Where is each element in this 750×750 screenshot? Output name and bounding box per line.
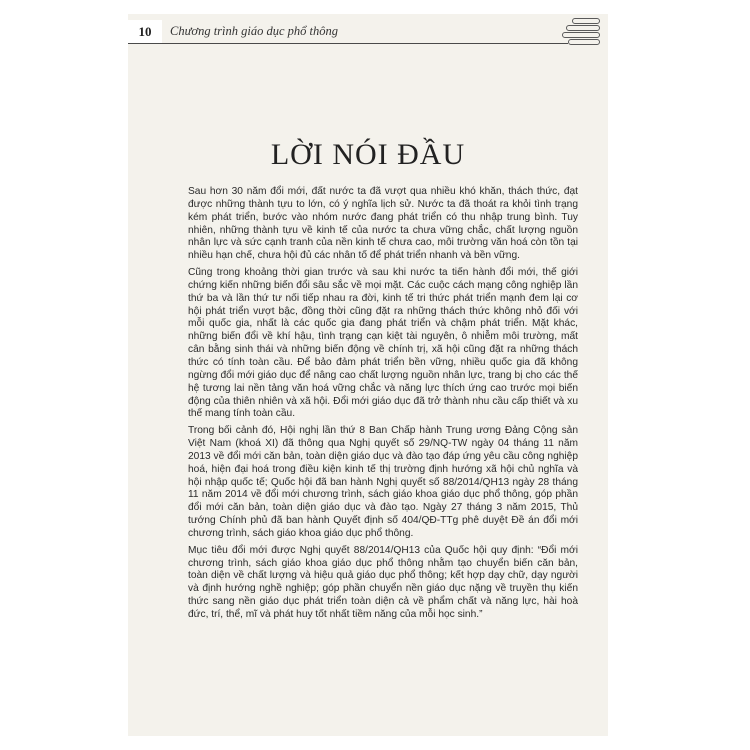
body-text: [188, 186, 578, 626]
header-divider: [128, 43, 568, 44]
paragraph: Sau hơn 30 năm đổi mới, đất nước ta đã vượt qua nhiều khó khăn, thách thức, đạt được những thành tựu to lớn, có ý nghĩa lịch sử. Nước ta đã thoát ra khỏi tình trạng kém phát triển, bước vào nhóm nước đang phát triển có thu nhập trung bình. Tuy nhiên, những thành tựu về kinh tế của nước ta chưa vững chắc, chất lượng nguồn nhân lực và sức cạnh tranh của nền kinh tế chưa cao, môi trường văn hoá còn tồn tại nhiều hạn chế, chưa hội đủ các nhân tố để phát triển nhanh và bền vững.: [188, 186, 578, 262]
page-title: LỜI NÓI ĐẦU: [270, 138, 466, 171]
paragraph: Cũng trong khoảng thời gian trước và sau khi nước ta tiến hành đổi mới, thế giới chứng kiến những biến đổi sâu sắc về mọi mặt. Các cuộc cách mạng công nghiệp lần thứ ba và lần thứ tư nối tiếp nhau ra đời, kinh tế tri thức phát triển mạnh đem lại cơ hội phát triển vượt bậc, đồng thời cũng đặt ra những thách thức không nhỏ đối với mỗi quốc gia, nhất là các quốc gia đang phát triển và chậm phát triển. Mặt khác, những biến đổi về khí hậu, tình trạng cạn kiệt tài nguyên, ô nhiễm môi trường, mất cân bằng sinh thái và những biến động về chính trị, xã hội cũng đặt ra những thách thức có tính toàn cầu. Để bảo đảm phát triển bền vững, nhiều quốc gia đã không ngừng đổi mới giáo dục để nâng cao chất lượng nguồn nhân lực, trang bị cho các thế hệ tương lai nền tảng văn hoá vững chắc và năng lực thích ứng cao trước mọi biến động của thiên nhiên và xã hội. Đổi mới giáo dục đã trở thành nhu cầu cấp thiết và xu thế mang tính toàn cầu.: [188, 267, 578, 420]
page-header: [128, 18, 608, 46]
running-title: Chương trình giáo dục phổ thông: [170, 24, 339, 38]
paragraph: Mục tiêu đổi mới được Nghị quyết 88/2014/QH13 của Quốc hội quy định: “Đổi mới chương trình, sách giáo khoa giáo dục phổ thông nhằm tạo chuyển biến căn bản, toàn diện về chất lượng và hiệu quả giáo dục phổ thông; kết hợp dạy chữ, dạy người và định hướng nghề nghiệp; góp phần chuyển nền giáo dục nặng về truyền thụ kiến thức sang nền giáo dục phát triển toàn diện cả về phẩm chất và năng lực, hài hoà đức, trí, thể, mĩ và phát huy tốt nhất tiềm năng của mỗi học sinh.”: [188, 544, 578, 620]
paragraph: Trong bối cảnh đó, Hội nghị lần thứ 8 Ban Chấp hành Trung ương Đảng Cộng sản Việt Nam (khoá XI) đã thông qua Nghị quyết số 29/NQ-TW ngày 04 tháng 11 năm 2013 về đổi mới căn bản, toàn diện giáo dục và đào tạo đáp ứng yêu cầu công nghiệp hoá, hiện đại hoá trong điều kiện kinh tế thị trường định hướng xã hội chủ nghĩa và hội nhập quốc tế; Quốc hội đã ban hành Nghị quyết số 88/2014/QH13 ngày 28 tháng 11 năm 2014 về đổi mới chương trình, sách giáo khoa giáo dục phổ thông, góp phần đổi mới căn bản, toàn diện giáo dục và đào tạo. Ngày 27 tháng 3 năm 2015, Thủ tướng Chính phủ đã ban hành Quyết định số 404/QĐ-TTg phê duyệt Đề án đổi mới chương trình, sách giáo khoa giáo dục phổ thông.: [188, 425, 578, 539]
page-number: 10: [128, 20, 162, 44]
stacked-books-icon: [562, 18, 602, 48]
